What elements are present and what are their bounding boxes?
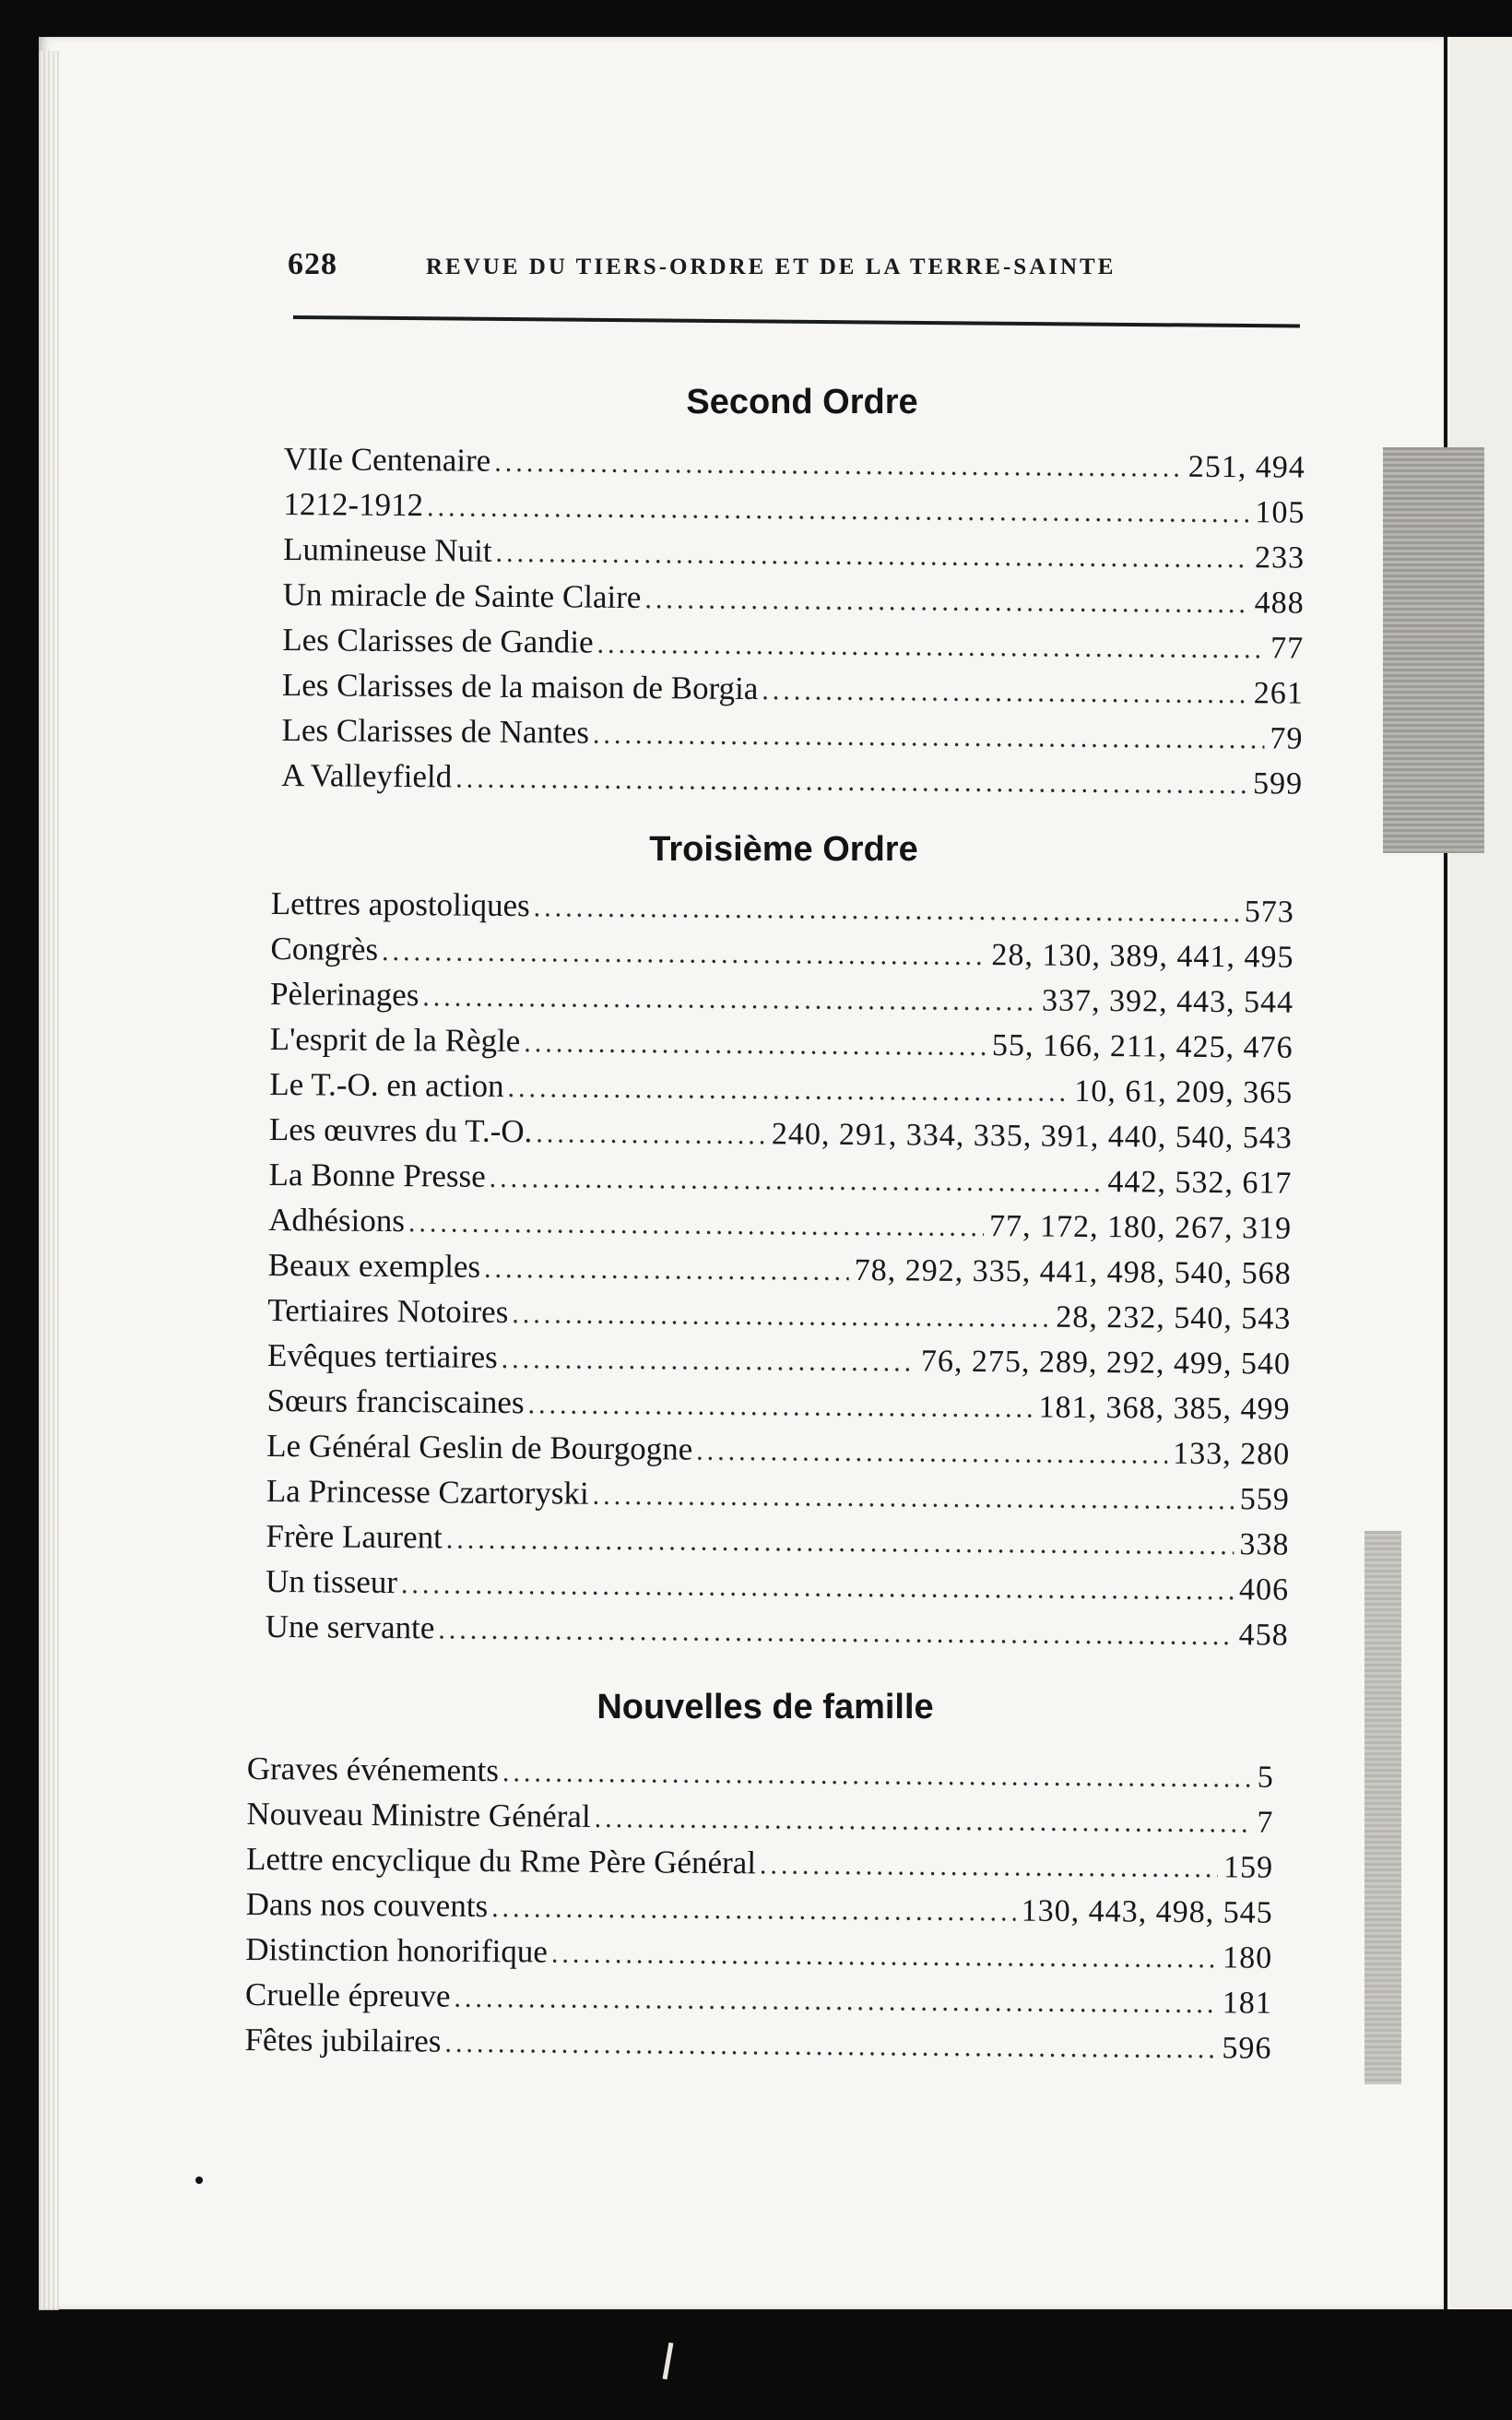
entry-title: Cruelle épreuve bbox=[244, 1975, 451, 2014]
dot-leader bbox=[494, 447, 1183, 484]
dot-leader bbox=[502, 1344, 915, 1379]
index-entry bbox=[268, 1157, 1292, 1210]
entry-title: Frère Laurent bbox=[266, 1517, 443, 1556]
entry-pages: 55, 166, 211, 425, 476 bbox=[991, 1028, 1293, 1065]
entry-title: Tertiaires Notoires bbox=[267, 1291, 509, 1331]
index-entry bbox=[283, 486, 1305, 540]
entry-title: Fêtes jubilaires bbox=[244, 2021, 442, 2059]
index-entry bbox=[268, 1247, 1292, 1300]
dot-leader bbox=[382, 936, 986, 972]
dot-leader bbox=[495, 538, 1249, 575]
entry-title: Sœurs franciscaines bbox=[266, 1382, 525, 1421]
entry-title: Les Clarisses de la maison de Borgia bbox=[281, 666, 759, 707]
entry-pages: 596 bbox=[1222, 2031, 1272, 2066]
dot-leader bbox=[762, 675, 1248, 710]
entry-title: Nouveau Ministre Général bbox=[246, 1795, 591, 1834]
entry-pages: 559 bbox=[1239, 1482, 1290, 1517]
index-entry bbox=[266, 1563, 1289, 1617]
entry-title: Les Clarisses de Gandie bbox=[282, 621, 594, 660]
dot-leader bbox=[524, 1027, 986, 1062]
dot-leader bbox=[593, 719, 1265, 756]
dot-leader bbox=[597, 629, 1265, 666]
entry-title: A Valleyfield bbox=[280, 756, 453, 795]
index-entry bbox=[281, 712, 1303, 765]
entry-pages: 79 bbox=[1270, 721, 1304, 756]
index-entry bbox=[269, 1066, 1293, 1120]
running-title: REVUE DU TIERS-ORDRE ET DE LA TERRE-SAINTE bbox=[426, 255, 1116, 279]
dot-leader bbox=[438, 1614, 1234, 1652]
index-entry bbox=[269, 1021, 1293, 1074]
index-entry bbox=[246, 1841, 1273, 1894]
entry-pages: 233 bbox=[1254, 540, 1305, 575]
dot-leader bbox=[446, 1524, 1234, 1562]
dot-leader bbox=[593, 1480, 1234, 1516]
entry-title: L'esprit de la Règle bbox=[269, 1020, 521, 1060]
index-entry bbox=[270, 976, 1293, 1029]
index-entry bbox=[267, 1337, 1291, 1391]
entry-pages: 181 bbox=[1222, 1986, 1273, 2021]
entry-title: Lumineuse Nuit bbox=[282, 530, 492, 569]
entry-title: Les œuvres du T.-O. bbox=[268, 1110, 533, 1150]
entry-title: Lettres apostoliques bbox=[270, 885, 530, 924]
section-second-ordre bbox=[281, 441, 1305, 811]
dot-leader bbox=[760, 1849, 1218, 1884]
entry-pages: 442, 532, 617 bbox=[1107, 1165, 1293, 1201]
entry-pages: 240, 291, 334, 335, 391, 440, 540, 543 bbox=[771, 1117, 1293, 1156]
facing-page-edge bbox=[1444, 37, 1512, 2309]
entry-pages: 458 bbox=[1238, 1618, 1289, 1653]
entry-pages: 105 bbox=[1255, 495, 1305, 530]
entry-pages: 78, 292, 335, 441, 498, 540, 568 bbox=[854, 1252, 1292, 1291]
entry-title: Lettre encyclique du Rme Père Général bbox=[245, 1840, 757, 1881]
entry-pages: 406 bbox=[1238, 1572, 1290, 1607]
dot-leader bbox=[427, 492, 1250, 529]
index-entry bbox=[284, 441, 1305, 494]
section-heading-troisieme-ordre: Troisième Ordre bbox=[649, 830, 918, 869]
entry-title: VIIe Centenaire bbox=[283, 441, 491, 479]
dot-leader bbox=[507, 1073, 1069, 1109]
section-heading-second-ordre: Second Ordre bbox=[686, 383, 918, 421]
section-heading-nouvelles-de-famille: Nouvelles de famille bbox=[597, 1688, 934, 1726]
entry-pages: 180 bbox=[1223, 1940, 1273, 1975]
entry-title: Les Clarisses de Nantes bbox=[281, 711, 590, 751]
entry-title: Beaux exemples bbox=[267, 1246, 481, 1285]
entry-title: Une servante bbox=[265, 1607, 435, 1646]
entry-title: Un miracle de Sainte Claire bbox=[282, 575, 642, 616]
dot-leader bbox=[644, 584, 1248, 620]
entry-title: Dans nos couvents bbox=[245, 1885, 489, 1925]
index-entry bbox=[271, 885, 1294, 939]
entry-pages: 28, 232, 540, 543 bbox=[1056, 1299, 1292, 1336]
entry-pages: 251, 494 bbox=[1187, 449, 1305, 485]
index-entry bbox=[246, 1796, 1273, 1849]
index-entry bbox=[244, 2022, 1271, 2075]
index-entry bbox=[247, 1750, 1274, 1804]
entry-pages: 261 bbox=[1253, 676, 1305, 711]
dot-leader bbox=[534, 892, 1239, 929]
dot-leader bbox=[490, 1163, 1103, 1199]
page-number: 628 bbox=[288, 247, 337, 281]
index-entry bbox=[245, 1931, 1272, 1985]
dot-leader bbox=[408, 1207, 984, 1243]
entry-pages: 599 bbox=[1252, 766, 1304, 801]
entry-pages: 7 bbox=[1257, 1805, 1274, 1840]
entry-title: Le T.-O. en action bbox=[269, 1065, 504, 1104]
dot-leader bbox=[536, 1118, 766, 1151]
entry-pages: 76, 275, 289, 292, 499, 540 bbox=[920, 1344, 1292, 1382]
entry-title: Graves événements bbox=[246, 1750, 500, 1789]
entry-title: Un tisseur bbox=[265, 1562, 398, 1601]
entry-title: 1212-1912 bbox=[283, 485, 424, 524]
entry-pages: 28, 130, 389, 441, 495 bbox=[991, 938, 1294, 975]
index-entry bbox=[266, 1473, 1290, 1526]
ink-speck bbox=[195, 2177, 203, 2184]
dot-leader bbox=[401, 1569, 1234, 1607]
dot-leader bbox=[512, 1299, 1050, 1335]
entry-pages: 77, 172, 180, 267, 319 bbox=[988, 1209, 1293, 1246]
dot-leader bbox=[455, 763, 1247, 801]
index-entry bbox=[270, 931, 1293, 984]
dot-leader bbox=[595, 1803, 1252, 1840]
index-entry bbox=[267, 1292, 1291, 1346]
index-entry bbox=[269, 1111, 1293, 1165]
entry-pages: 488 bbox=[1254, 586, 1305, 621]
index-entry bbox=[266, 1382, 1290, 1436]
index-entry bbox=[266, 1518, 1289, 1572]
entry-title: La Princesse Czartoryski bbox=[266, 1472, 589, 1512]
entry-pages: 181, 368, 385, 499 bbox=[1038, 1390, 1291, 1427]
index-entry bbox=[265, 1608, 1288, 1662]
index-entry bbox=[282, 667, 1304, 720]
index-entry bbox=[266, 1428, 1290, 1481]
section-troisieme-ordre bbox=[265, 885, 1294, 1662]
entry-pages: 10, 61, 209, 365 bbox=[1074, 1074, 1293, 1110]
entry-pages: 159 bbox=[1223, 1850, 1274, 1885]
dot-leader bbox=[454, 1983, 1217, 2020]
entry-pages: 337, 392, 443, 544 bbox=[1041, 983, 1294, 1020]
dot-leader bbox=[491, 1892, 1016, 1928]
entry-title: Congrès bbox=[270, 930, 379, 967]
section-nouvelles-de-famille bbox=[244, 1750, 1274, 2075]
entry-title: Evêques tertiaires bbox=[266, 1336, 498, 1375]
dot-leader bbox=[551, 1939, 1218, 1975]
entry-title: La Bonne Presse bbox=[268, 1156, 486, 1194]
entry-title: Pèlerinages bbox=[269, 975, 419, 1014]
index-entry bbox=[282, 576, 1304, 630]
entry-pages: 338 bbox=[1239, 1527, 1290, 1562]
dot-leader bbox=[696, 1436, 1167, 1471]
dot-leader bbox=[444, 2028, 1216, 2066]
entry-pages: 77 bbox=[1270, 631, 1305, 666]
entry-title: Distinction honorifique bbox=[245, 1930, 549, 1970]
entry-pages: 133, 280 bbox=[1173, 1436, 1291, 1472]
dot-leader bbox=[527, 1389, 1033, 1424]
page-header bbox=[288, 247, 1302, 302]
index-entry bbox=[283, 531, 1305, 585]
scan-artifact bbox=[1383, 447, 1484, 853]
scan-artifact bbox=[1364, 1531, 1401, 2084]
dot-leader bbox=[484, 1253, 849, 1287]
dot-leader bbox=[502, 1757, 1252, 1794]
entry-pages: 130, 443, 498, 545 bbox=[1021, 1893, 1273, 1930]
index-entry bbox=[245, 1976, 1272, 2030]
index-entry bbox=[268, 1202, 1292, 1255]
index-entry bbox=[281, 757, 1303, 811]
entry-pages: 573 bbox=[1244, 895, 1294, 930]
entry-title: Le Général Geslin de Bourgogne bbox=[266, 1427, 693, 1467]
dot-leader bbox=[422, 981, 1036, 1017]
index-entry bbox=[245, 1886, 1272, 1940]
scan-mark bbox=[663, 2343, 674, 2379]
index-entry bbox=[282, 622, 1304, 675]
entry-pages: 5 bbox=[1257, 1760, 1274, 1795]
page-edge bbox=[39, 51, 59, 2310]
entry-title: Adhésions bbox=[267, 1201, 406, 1240]
